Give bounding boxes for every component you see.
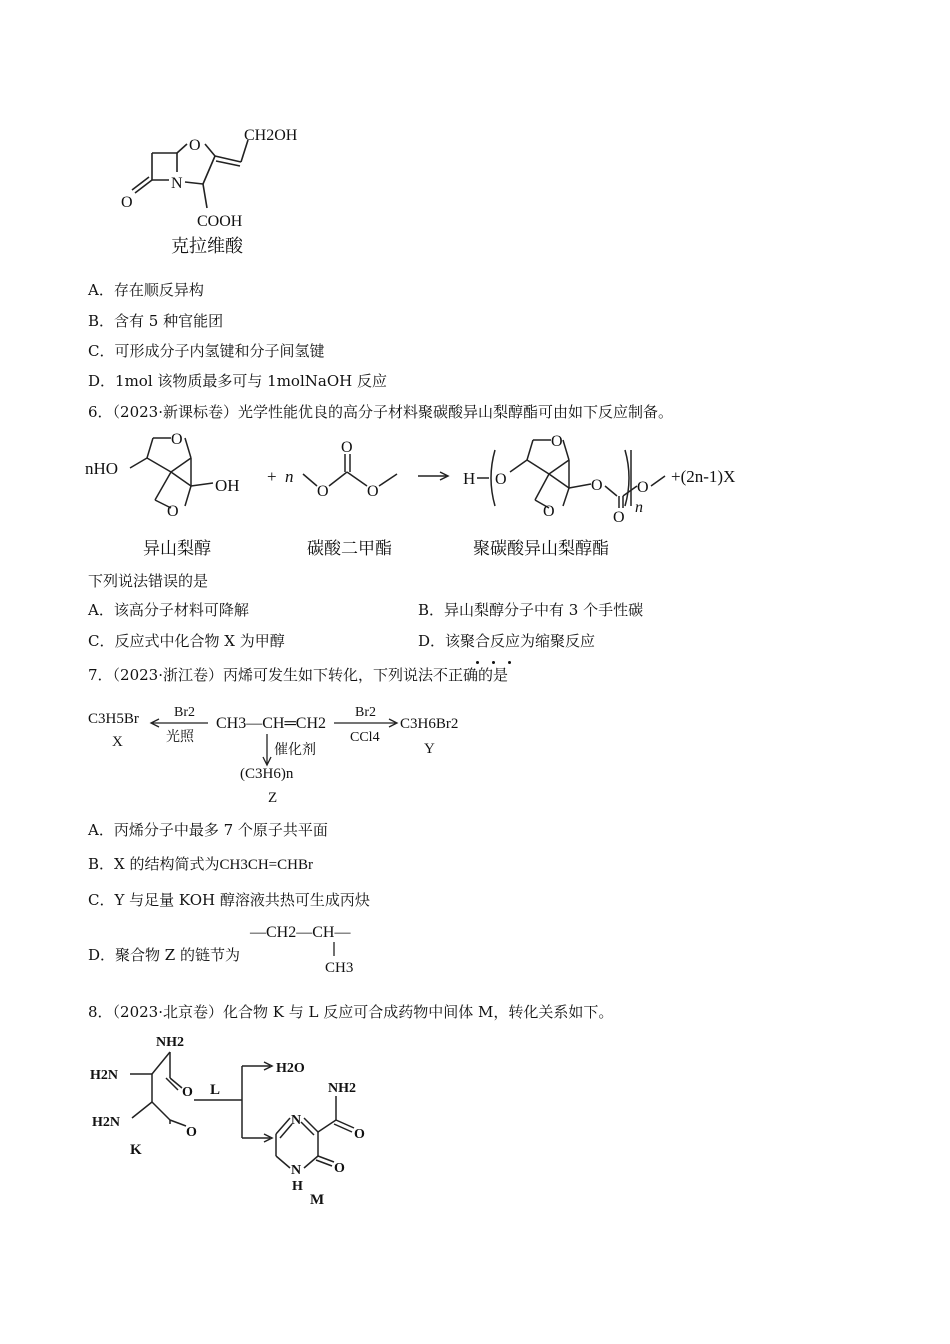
k-nh2-top: NH2 [156,1035,184,1050]
q6-stem: 6．（2023·新课标卷）光学性能优良的高分子材料聚碳酸异山梨醇酯可由如下反应制备。 [88,403,673,421]
emphasis-dot [476,661,479,664]
emphasis-dot [508,661,511,664]
l-label: L [210,1082,221,1098]
q6-question: 下列说法错误的是 [88,572,209,590]
q7-option-d-repeat-unit [250,922,390,982]
q7-option-a: A．丙烯分子中最多 7 个原子共平面 [88,821,328,839]
dmc-o-right: O [367,483,379,500]
q6-option-a: A．该高分子材料可降解 [88,601,249,619]
propene-formula: CH3—CH═CH2 [216,715,327,732]
k-h2n-bottom: H2N [92,1115,120,1130]
m-label: M [310,1192,325,1208]
x-formula: C3H5Br [88,711,139,727]
dmc-name: 碳酸二甲酯 [307,539,392,558]
br2-left: Br2 [174,705,195,720]
isosorbide-o-bottom: O [167,503,179,520]
k-label: K [130,1142,142,1158]
ring-oxygen-label: O [189,137,201,154]
dmc-o-left: O [317,483,329,500]
q5-option-d: D．1mol 该物质最多可与 1molNaOH 反应 [88,372,387,390]
y-label: Y [424,741,435,757]
q8-stem: 8．（2023·北京卷）化合物 K 与 L 反应可合成药物中间体 M，转化关系如下。 [88,1003,614,1021]
oh-label: OH [215,476,240,495]
q5-option-b: B．含有 5 种官能团 [88,312,224,330]
byproduct-label: +(2n-1)X [671,467,736,486]
q5-option-a: A．存在顺反异构 [88,281,204,299]
z-formula: (C3H6)n [240,766,294,782]
m-nh-h: H [292,1179,303,1194]
m-nh2: NH2 [328,1081,356,1096]
k-o-top: O [182,1085,193,1100]
polymer-o2: O [591,477,603,494]
polymer-h-label: H [463,469,476,488]
h2o-label: H2O [276,1061,305,1076]
dmc-o-top: O [341,439,353,456]
polymer-o-bottom: O [543,503,555,520]
q7-stem: 7．（2023·浙江卷）丙烯可发生如下转化，下列说法不正确的是 [88,666,508,684]
polymer-o-top: O [551,433,563,450]
repeat-unit-chain: —CH2—CH— [250,924,351,941]
n-coefficient: n [285,467,294,486]
k-h2n-left: H2N [90,1068,118,1083]
y-formula: C3H6Br2 [400,716,459,732]
k-o-bottom: O [186,1125,197,1140]
ch2oh-label: CH2OH [244,127,298,144]
isosorbide-name: 异山梨醇 [143,539,211,558]
polymer-o1: O [495,471,507,488]
polymer-o3: O [637,479,649,496]
q7-option-c: C．Y 与足量 KOH 醇溶液共热可生成丙炔 [88,891,370,909]
polymer-name: 聚碳酸异山梨醇酯 [473,539,609,558]
q6-option-c: C．反应式中化合物 X 为甲醇 [88,632,285,650]
m-carbonyl-o: O [334,1161,345,1176]
m-nh-n: N [291,1163,302,1178]
catalyst-condition: 催化剂 [274,743,316,758]
q7-option-b-text: B．X 的结构简式为 [88,855,220,873]
ccl4-condition: CCl4 [350,730,380,745]
q8-reaction-scheme [90,1032,390,1212]
compound-name: 克拉维酸 [171,236,243,256]
light-condition: 光照 [166,730,194,745]
br2-right: Br2 [355,705,376,720]
q7-reaction-scheme [88,698,488,808]
plus-sign: + [267,467,277,486]
q6-reaction-scheme [85,428,765,568]
nitrogen-label: N [171,175,183,192]
q7-option-b [88,854,313,875]
q5-option-c: C．可形成分子内氢键和分子间氢键 [88,342,325,360]
repeat-unit-branch: CH3 [325,960,354,976]
z-label: Z [268,790,278,806]
clavulanic-acid-structure [115,120,315,270]
q7-option-d: D．聚合物 Z 的链节为 [88,946,240,964]
isosorbide-o-top: O [171,431,183,448]
cooh-label: COOH [197,213,243,230]
carbonyl-oxygen-label: O [121,194,133,211]
polymer-o-carbonyl: O [613,509,625,526]
n-ho-label: nHO [85,459,119,478]
x-label: X [112,734,123,750]
polymer-subscript-n: n [635,499,643,516]
q6-option-b: B．异山梨醇分子中有 3 个手性碳 [418,601,644,619]
m-ring-n: N [291,1113,302,1128]
emphasis-dot [492,661,495,664]
q7-option-b-formula: CH3CH=CHBr [219,857,313,873]
m-amide-o: O [354,1127,365,1142]
q6-option-d: D．该聚合反应为缩聚反应 [418,632,596,650]
